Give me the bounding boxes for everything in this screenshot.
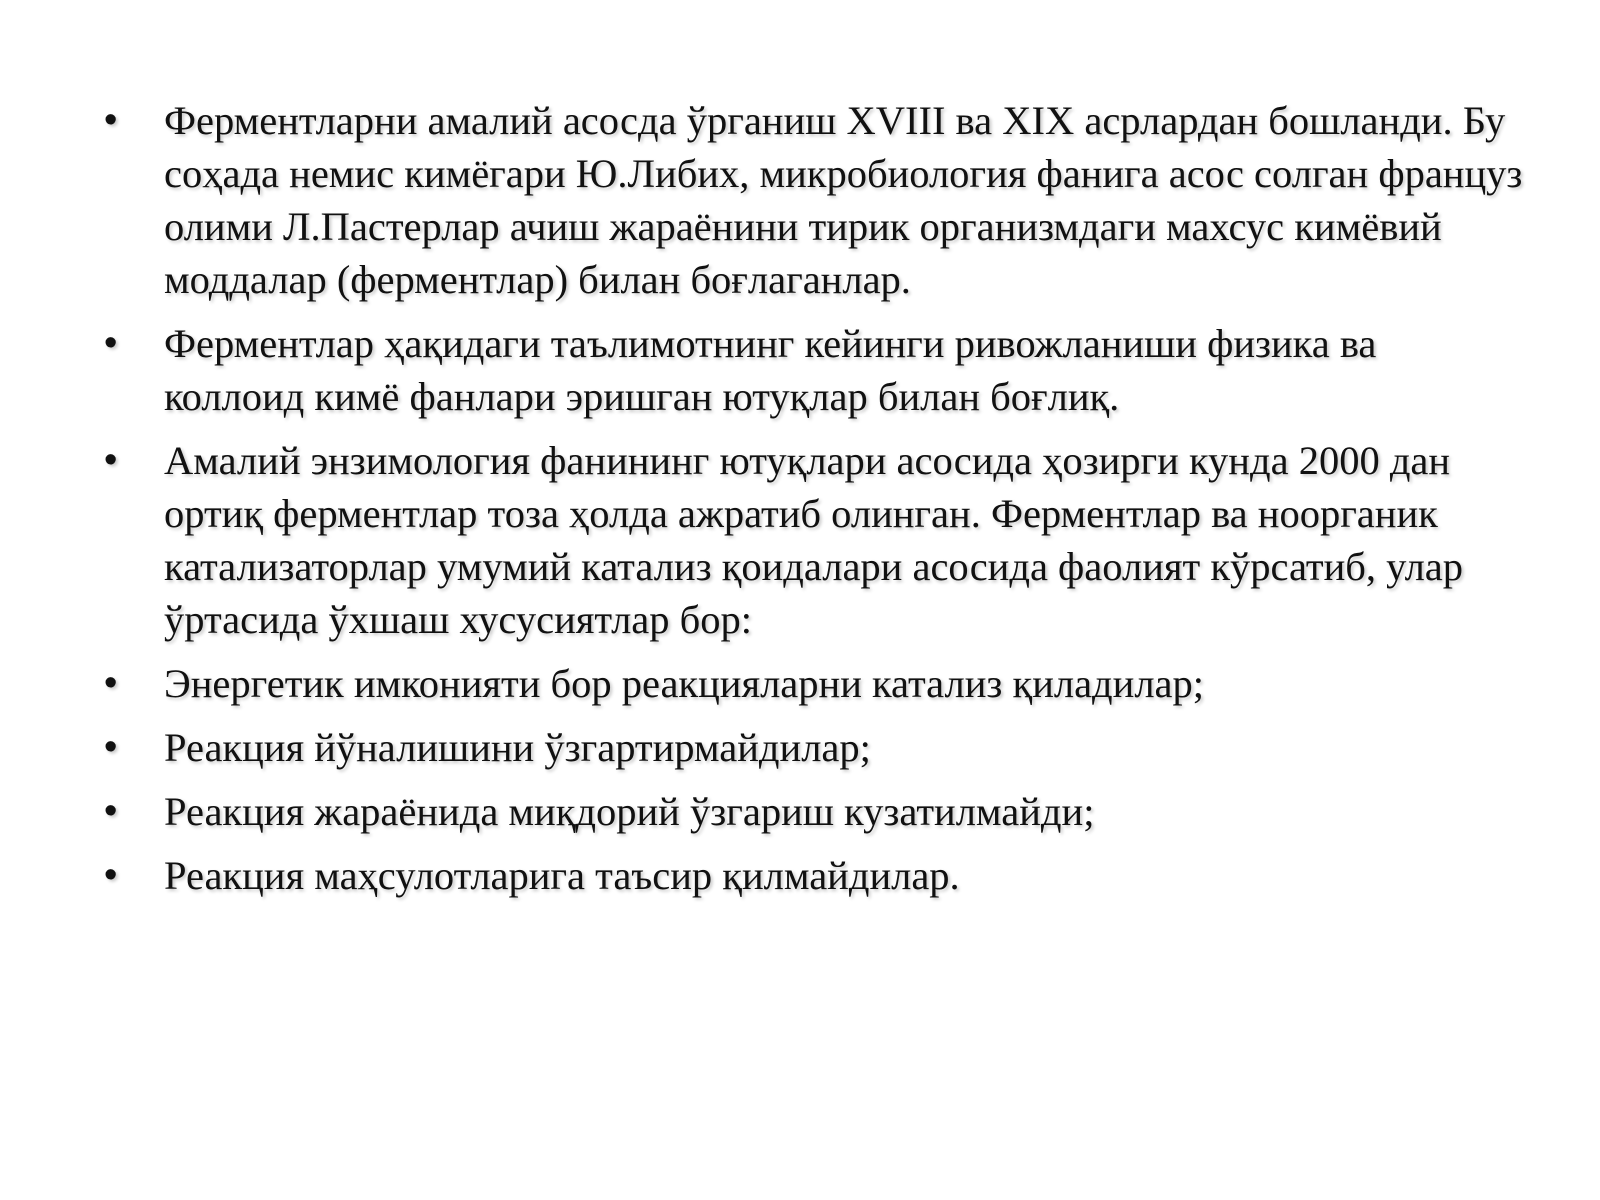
- bullet-icon: •: [104, 790, 118, 832]
- bullet-icon: •: [104, 99, 118, 141]
- list-item: [96, 434, 1526, 646]
- list-item: [96, 94, 1526, 306]
- bullet-text: Реакция йўналишини ўзгартирмайдилар;: [164, 725, 871, 770]
- bullet-text: Реакция жараёнида миқдорий ўзгариш кузатилмайди;: [164, 789, 1095, 834]
- bullet-text: Ферментлар ҳақидаги таълимотнинг кейинги ривожланиши физика ва коллоид кимё фанлари эришган ютуқлар билан боғлиқ.: [164, 321, 1377, 419]
- bullet-text: Ферментларни амалий асосда ўрганиш XVIII ва XIX асрлардан бошланди. Бу соҳада немис кимёгари Ю.Либих, микробиология фанига асос солган француз олими Л.Пастерлар ачиш жараёнини тирик организмдаги махсус кимёвий моддалар (ферментлар) билан боғлаганлар.: [164, 98, 1523, 302]
- list-item: [96, 657, 1526, 710]
- list-item: [96, 317, 1526, 423]
- list-item: [96, 721, 1526, 774]
- bullet-icon: •: [104, 726, 118, 768]
- bullet-icon: •: [104, 854, 118, 896]
- bullet-list: [96, 94, 1526, 913]
- bullet-icon: •: [104, 439, 118, 481]
- bullet-text: Амалий энзимология фанининг ютуқлари асосида ҳозирги кунда 2000 дан ортиқ ферментлар тоза ҳолда ажратиб олинган. Ферментлар ва ноорганик катализаторлар умумий катализ қоидалари асосида фаолият кўрсатиб, улар ўртасида ўхшаш хусусиятлар бор:: [164, 438, 1464, 642]
- list-item: [96, 849, 1526, 902]
- list-item: [96, 785, 1526, 838]
- bullet-text: Энергетик имконияти бор реакцияларни катализ қиладилар;: [164, 661, 1205, 706]
- bullet-icon: •: [104, 662, 118, 704]
- bullet-icon: •: [104, 322, 118, 364]
- bullet-text: Реакция маҳсулотларига таъсир қилмайдилар.: [164, 853, 960, 898]
